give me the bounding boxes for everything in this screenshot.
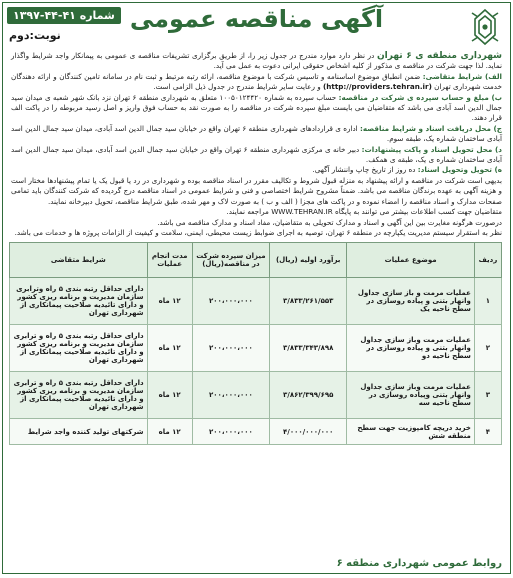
row-estimate: ۳/۸۶۲/۳۹۹/۶۹۵ [270,372,347,419]
row-subject: خرید دریچه کامپوزیت جهت سطح منطقه شش [347,419,475,445]
row-estimate: ۴/۰۰۰/۰۰۰/۰۰۰ [270,419,347,445]
notice-header [3,3,510,51]
section-text: دبیر خانه ی مرکزی شهرداری منطقه ۶ تهران واقع در خیابان سید جمال الدین اسد آبادی، میدان سید جمال الدین اسد آبادی ساختمان شماره ی یک، طبقه ی همکف. [11,144,502,165]
row-duration: ۱۲ ماه [147,278,192,325]
section-text: اداره ی قراردادهای شهرداری منطقه ۶ تهران واقع در خیابان سید جمال الدین اسد آبادی، میدان سید جمال الدین اسد آبادی ساختمان شماره یک، طبقه سوم. [11,123,502,144]
row-condition: دارای حداقل رتبه بندی ۵ راه وترابری سازمان مدیریت و برنامه ریزی کشور و دارای تائیدیه صلاحیت پیمانکاری از شهرداری تهران [10,278,148,325]
section-label: ب) مبلغ و حساب سپرده ی شرکت در مناقصه: [338,92,503,102]
row-estimate: ۳/۸۳۳/۳۴۳/۸۹۸ [270,325,347,372]
column-header: ردیف [474,243,501,278]
section-a [11,72,502,93]
public-relations-footer: روابط عمومی شهرداری منطقه ۶ [336,558,502,569]
note-hse: نظر به استقرار سیستم مدیریت یکپارچه در منطقه ۶ تهران، توصیه به اجرای ضوابط زیست محیطی، ایمنی، سلامت و کیفیت از الزامات پروژه ها و خدمات می باشد. [14,227,502,237]
organization-name: شهرداری منطقه ی ۶ تهران [377,51,503,61]
row-condition: دارای حداقل رتبه بندی ۵ راه و ترابری سازمان مدیریت و برنامه ریزی کشور و دارای تائیدیه صلاحیت پیمانکاری از شهرداری تهران [10,372,148,419]
column-header: موضوع عملیات [347,243,475,278]
column-header: شرایط متقاضی [10,243,148,278]
section-e [11,165,502,175]
section-text: ضمن انطباق موضوع اساسنامه و تاسیس شرکت با موضوع مناقصه، ارائه رتبه مرتبط و ثبت نام در سامانه تامین کنندگان و ارائه دهندگان خدمت شهرداری تهران [11,71,502,92]
section-label: الف) شرایط متقاضی: [422,71,502,81]
row-number: ۳ [474,372,501,419]
section-label: د) محل تحویل اسناد و پاکت پیشنهادات: [361,144,502,154]
row-duration: ۱۲ ماه [147,372,192,419]
table-row [10,419,502,445]
row-number: ۲ [474,325,501,372]
section-label: ج) محل دریافت اسناد و شرایط مناقصه: [359,123,502,133]
intro-paragraph [11,51,502,72]
section-text: حساب سپرده به شماره ۱۰۰۵۰۱۲۴۴۲۰ متعلق به شهرداری منطقه ۶ تهران نزد بانک شهر شعبه ی میدان سید جمال الدین اسد آبادی می باشد که متقاضیان می بایست مبلغ سپرده شرکت در مناقصه را به صورت نقد به حساب فوق واریز و اصل رسید مربوطه را در پاکت الف قرار دهند. [11,92,502,123]
section-d [11,145,502,166]
providers-link[interactable]: (http://providers.tehran.ir) [323,82,432,92]
row-subject: عملیات مرمت وباز سازی جداول وانهار بتنی وپیاده روسازی در سطح ناحیه سه [347,372,475,419]
tender-notice [2,2,511,574]
table-row [10,372,502,419]
notice-number-badge: شماره ۴۱-۴۴-۱۳۹۷ [7,7,121,24]
section-c [11,124,502,145]
section-tail: و رعایت سایر شرایط مندرج در جدول ذیل الزامی است. [153,82,321,92]
notice-body [3,51,510,238]
note-website: متقاضیان جهت کسب اطلاعات بیشتر می توانند به پایگاه WWW.TEHRAN.IR مراجعه نمایند. [226,207,502,217]
row-duration: ۱۲ ماه [147,419,192,445]
column-header: مدت انجام عملیات [147,243,192,278]
table-header-row [10,243,502,278]
row-estimate: ۳/۸۳۳/۲۶۱/۵۵۳ [270,278,347,325]
column-header: میزان سپرده شرکت در مناقصه(ریال) [192,243,269,278]
row-deposit: ۲۰۰،۰۰۰،۰۰۰ [192,325,269,372]
table-row [10,278,502,325]
row-number: ۴ [474,419,501,445]
row-subject: عملیات مرمت و باز سازی جداول وانهار بتنی و پیاده روسازی در سطح ناحیه یک [347,278,475,325]
intro-text: در نظر دارد موارد مندرج در جدول زیر را، از طریق برگزاری تشریفات مناقصه ی عمومی به پیمانکار واجد شرایط واگذار نماید. لذا جهت شرکت در مناقصه ی مذکور از کلیه اشخاص حقوقی ایرانی دعوت به عمل می آید. [11,51,502,71]
row-duration: ۱۲ ماه [147,325,192,372]
row-number: ۱ [474,278,501,325]
section-text: ده روز از تاریخ چاپ واننشار آگهی. [312,165,416,175]
notice-title: آگهی مناقصه عمومی [129,5,384,33]
section-label: ه) تحویل وتحویل اسناد: [417,165,502,175]
row-deposit: ۲۰۰،۰۰۰،۰۰۰ [192,372,269,419]
tender-items-table [9,242,502,445]
row-condition: شرکتهای تولید کننده واجد شرایط [10,419,148,445]
publication-turn: نوبت:دوم [9,29,61,42]
row-deposit: ۲۰۰،۰۰۰،۰۰۰ [192,419,269,445]
row-condition: دارای حداقل رتبه بندی ۵ راه و ترابری سازمان مدیریت و برنامه ریزی کشور و دارای تائیدیه صلاحیت پیمانکاری از شهرداری تهران [10,325,148,372]
row-subject: عملیات مرمت وباز سازی جداول وانهار بتنی و پیاده روسازی در سطح ناحیه دو [347,325,475,372]
column-header: برآورد اولیه (ریال) [270,243,347,278]
row-deposit: ۲۰۰،۰۰۰،۰۰۰ [192,278,269,325]
table-row [10,325,502,372]
note-general: بدیهی است شرکت در مناقصه و ارائه پیشنهاد به منزله قبول شروط و تکالیف مقرر در اسناد مناقصه بوده و شهرداری در رد یا قبول یک یا تمام پیشنهادها مختار است و هزینه آگهی به عهده برندگان مناقصه می باشد. ضمناً مشروح شرایط اختصاصی و فنی و شرایط عمومی در اسناد مناقصه درج گردیده که شرکت کنندگان باید تمامی صفحات مدارک و اسناد مناقصه را امضاء نموده و در پاکت های مجزا ( الف و ب ) به صورت لاک و مهر شده، طبق شرایط مناقصه، تحویل دبیرخانه نمایند. [11,175,502,206]
section-b [11,93,502,124]
note-discrepancy: درصورت هرگونه مغایرت بین این آگهی و اسناد و مدارک تحویلی به متقاضیان، مفاد اسناد و مدارک مناقصه می باشد. [157,217,502,227]
